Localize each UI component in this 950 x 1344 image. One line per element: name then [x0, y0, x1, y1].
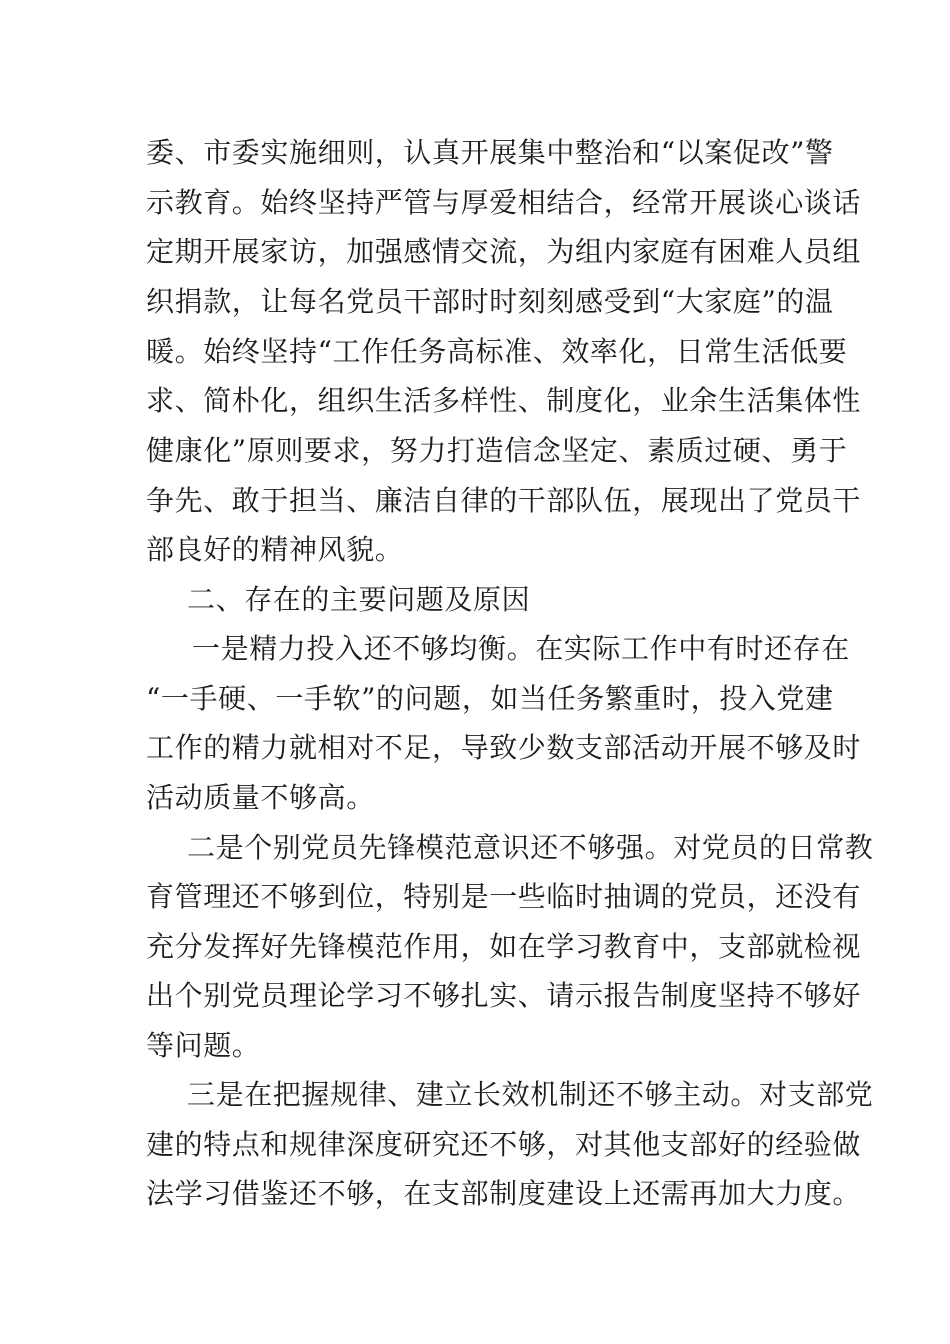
section-heading: 二、存在的主要问题及原因 [187, 583, 531, 616]
paragraph-line: 工作的精力就相对不足，导致少数支部活动开展不够及时 [146, 731, 862, 764]
paragraph-line: 定期开展家访，加强感情交流，为组内家庭有困难人员组 [146, 235, 862, 268]
paragraph-line: 育管理还不够到位，特别是一些临时抽调的党员，还没有 [146, 880, 862, 913]
paragraph-line: 活动质量不够高。 [146, 781, 375, 814]
paragraph-line: 争先、敢于担当、廉洁自律的干部队伍，展现出了党员干 [146, 484, 862, 517]
paragraph-line: 健康化”原则要求，努力打造信念坚定、素质过硬、勇于 [146, 434, 848, 467]
paragraph-line: 织捐款，让每名党员干部时时刻刻感受到“大家庭”的温 [146, 285, 834, 318]
paragraph-line: “一手硬、一手软”的问题，如当任务繁重时，投入党建 [146, 682, 834, 715]
paragraph-line: 部良好的精神风貌。 [146, 533, 404, 566]
paragraph-line: 委、市委实施细则，认真开展集中整治和“以案促改”警 [146, 136, 834, 169]
paragraph-line: 一是精力投入还不够均衡。在实际工作中有时还存在 [192, 632, 850, 665]
paragraph-line: 出个别党员理论学习不够扎实、请示报告制度坚持不够好 [146, 979, 862, 1012]
paragraph-line: 建的特点和规律深度研究还不够，对其他支部好的经验做 [146, 1128, 862, 1161]
paragraph-line: 求、简朴化，组织生活多样性、制度化，业余生活集体性 [146, 384, 862, 417]
paragraph-line: 暖。始终坚持“工作任务高标准、效率化，日常生活低要 [146, 335, 848, 368]
paragraph-line: 等问题。 [146, 1029, 261, 1062]
paragraph-line: 法学习借鉴还不够，在支部制度建设上还需再加大力度。 [146, 1177, 862, 1210]
paragraph-line: 示教育。始终坚持严管与厚爱相结合，经常开展谈心谈话 [146, 186, 862, 219]
paragraph-line: 充分发挥好先锋模范作用，如在学习教育中，支部就检视 [146, 930, 862, 963]
paragraph-line: 三是在把握规律、建立长效机制还不够主动。对支部党 [187, 1078, 874, 1111]
paragraph-line: 二是个别党员先锋模范意识还不够强。对党员的日常教 [187, 831, 874, 864]
